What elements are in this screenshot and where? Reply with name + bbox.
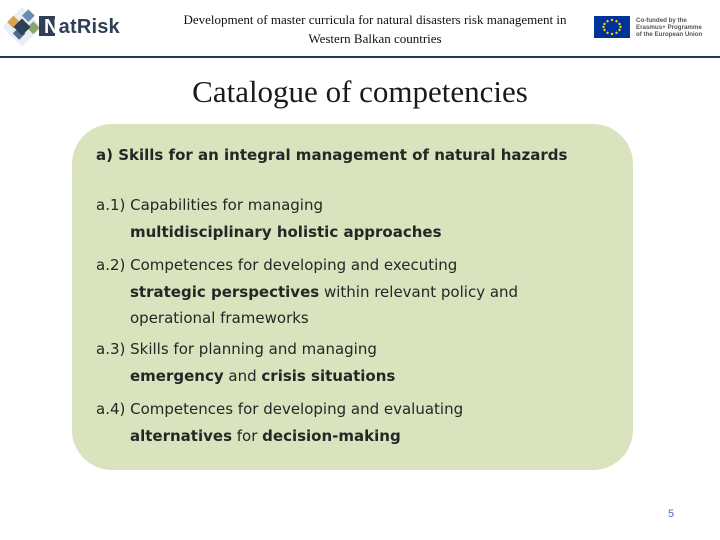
- item-a3-line1: a.3) Skills for planning and managing: [96, 340, 377, 358]
- item-a2-line1: a.2) Competences for developing and executing: [96, 256, 458, 274]
- item-a4-mid: for: [232, 426, 263, 445]
- header-title: [150, 10, 600, 48]
- competency-item-a4: [96, 396, 616, 449]
- item-a3-bold1: emergency: [130, 366, 224, 385]
- item-a2-line3: operational frameworks: [130, 309, 309, 327]
- item-a3-bold2: crisis situations: [261, 366, 396, 385]
- page-title: Catalogue of competencies: [192, 74, 528, 109]
- box-heading: a) Skills for an integral management of natural hazards: [96, 146, 568, 164]
- header-title-line1: Development of master curricula for natural disasters risk management in: [183, 12, 567, 27]
- eu-text-line1: Co-funded by the: [636, 17, 687, 24]
- competency-item-a2: [96, 252, 616, 332]
- competencies-box: [72, 124, 633, 470]
- item-a4-bold1: alternatives: [130, 426, 232, 445]
- item-a2-bold: strategic perspectives: [130, 282, 320, 301]
- logo-wordmark: atRisk: [58, 16, 120, 38]
- item-a4-bold2: decision-making: [262, 426, 401, 445]
- natrisk-logo: [4, 4, 120, 50]
- item-a1-line1: a.1) Capabilities for managing: [96, 196, 323, 214]
- header-divider: [0, 56, 720, 58]
- page-number: 5: [668, 508, 675, 520]
- eu-cofunded-logo: [594, 14, 718, 40]
- competency-item-a1: [96, 192, 616, 245]
- slide-header: [0, 0, 720, 56]
- item-a3-mid: and: [223, 366, 262, 385]
- item-a1-bold: multidisciplinary holistic approaches: [130, 222, 442, 241]
- item-a4-line1: a.4) Competences for developing and evaluating: [96, 400, 464, 418]
- eu-text-line2: Erasmus+ Programme: [636, 24, 702, 31]
- eu-text-line3: of the European Union: [636, 31, 703, 38]
- logo-letter-n: N: [44, 16, 59, 38]
- item-a2-rest: within relevant policy and: [319, 282, 519, 301]
- eu-flag-icon: [594, 14, 718, 40]
- competency-item-a3: [96, 336, 616, 389]
- header-title-line2: Western Balkan countries: [308, 31, 442, 46]
